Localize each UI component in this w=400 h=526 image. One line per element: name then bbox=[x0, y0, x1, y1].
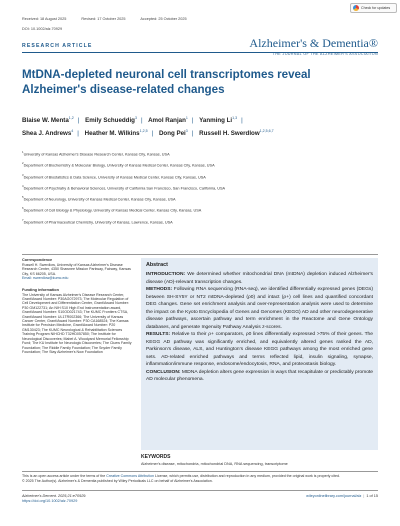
check-updates-button[interactable] bbox=[350, 3, 397, 13]
journal-subtitle: THE JOURNAL OF THE ALZHEIMER'S ASSOCIATION bbox=[272, 52, 378, 56]
funding-heading: Funding information bbox=[22, 287, 59, 292]
article-dates bbox=[22, 17, 201, 21]
abstract-results: RESULTS: Relative to their ρ+ comparators, ρ0 lines differentially expressed >75% of their genes. The KEGG AD pathway was significantly enriched, and equivalently altered genes ranked the AD, Parkinson's disease, ALS, and Huntington's disease KEGG pathways among the most enriched gene sets. AD-related enriched pathways and terms reflected lipid, insulin signaling, synapse, inflammation/immune response, endosome/endocytosis, RNA, and proteostasis biology. bbox=[146, 332, 373, 367]
article-type-label: RESEARCH ARTICLE bbox=[22, 43, 93, 49]
doi-link[interactable]: https://doi.org/10.1002/alz.70929 bbox=[22, 498, 78, 503]
affiliation-list bbox=[22, 150, 378, 229]
affiliation-item: $^3$Department of Biostatistics & Data Science, University of Kansas Medical Center, Kansas City, Kansas, USA bbox=[22, 172, 206, 179]
author-item[interactable] bbox=[22, 117, 74, 124]
author-name: Emily Schueddig bbox=[85, 117, 135, 125]
accepted-date: Accepted: 25 October 2025 bbox=[140, 17, 187, 21]
funding-text: The University of Kansas Alzheimer's Disease Research Center, Grant/Award Number: P30AG072973; The Molecular Regulation of Cell Development and Differentiation Center, Grant/Award Number: P30 GM122731; An NIH S10 High End Instrumentation award, Grant/Award Number: S10OD021743; The KUMC Frontiers CTSA, Grant/Award Number: UL1TR002366; The University of Kansas Cancer Center, Grant/Award Number: P30 CA168524; The Kansas Institute for Precision Medicine, Grant/Award Number: P20 GM130423; The KUMC Neurological & Rehabilitation Sciences Training Program NIHCHD T32HD057850; The Institute for Neurological Discoveries; Mabel A. Woodyard Memorial Fellowship Fund; The KU Institute for Neurologic Discoveries; The Cluew Family Foundation; The Riddle Family Foundation; The Snyder Family Foundation; The Stay Alzheimer's Now Foundation bbox=[22, 292, 132, 354]
license-divider bbox=[22, 471, 378, 472]
license-link[interactable]: Creative Commons Attribution bbox=[106, 474, 155, 478]
author-item[interactable] bbox=[159, 130, 188, 137]
footer-citation bbox=[22, 494, 86, 503]
correspondence-text: Russell H. Swerdlow, University of Kansas Alzheimer's Disease Research Center, 4350 Shawnee Mission Parkway, Fairway, Kansas City, KS 66205, USA. bbox=[22, 263, 131, 276]
journal-site-link[interactable]: wileyonlinelibrary.com/journal/alz bbox=[306, 494, 362, 498]
author-name: Yanming Li bbox=[199, 117, 233, 125]
affiliation-item: $^2$Department of Biochemistry & Molecular Biology, University of Kansas Medical Center, Kansas City, Kansas, USA bbox=[22, 161, 215, 168]
affiliation-item: $^5$Department of Neurology, University of Kansas Medical Center, Kansas City, Kansas, USA bbox=[22, 195, 176, 202]
section-divider bbox=[22, 254, 378, 255]
author-affil-sup: 1,2,5,6,7 bbox=[259, 129, 274, 134]
header-divider bbox=[22, 52, 378, 53]
author-name: Shea J. Andrews bbox=[22, 130, 72, 138]
revised-date: Revised: 17 October 2025 bbox=[81, 17, 126, 21]
abstract-heading: Abstract bbox=[146, 262, 168, 268]
affiliation-item: $^1$University of Kansas Alzheimer's Disease Research Center, Kansas City, Kansas, USA bbox=[22, 150, 170, 157]
journal-masthead bbox=[249, 36, 378, 56]
correspondence-heading: Correspondence bbox=[22, 258, 53, 262]
page-number: 1 of 15 bbox=[366, 494, 378, 498]
author-name: Dong Pei bbox=[158, 130, 186, 138]
keywords-heading: KEYWORDS bbox=[141, 454, 171, 460]
abstract-box bbox=[141, 258, 378, 450]
journal-title: Alzheimer's & Dementia® bbox=[249, 36, 378, 50]
abstract-intro: INTRODUCTION: We determined whether mitochondrial DNA (mtDNA) depletion induced Alzheimer's disease (AD)-relevant transcription changes. bbox=[146, 272, 373, 285]
author-name: Heather M. Wilkins bbox=[84, 130, 140, 138]
check-updates-label: Check for updates bbox=[361, 6, 391, 10]
article-title: MtDNA-depleted neuronal cell transcriptomes reveal Alzheimer's disease-related changes bbox=[22, 68, 311, 96]
affiliation-item: $^7$Department of Pharmaceutical Chemistry, University of Kansas, Lawrence, Kansas, USA bbox=[22, 217, 173, 224]
keywords-section bbox=[141, 452, 378, 466]
license-notice: This is an open access article under the terms of the Creative Commons Attribution License, which permits use, distribution and reproduction in any medium, provided the original work is properly cited. © 2025 The Author(s). Alzheimer's & Dementia published by Wiley Periodicals LLC on behalf of Alzheimer's Association. bbox=[22, 474, 378, 483]
keywords-text: Alzheimer's disease, mitochondria, mitochondrial DNA, RNA sequencing, transcriptome bbox=[141, 462, 288, 466]
author-item[interactable] bbox=[148, 117, 188, 124]
author-affil-sup: 3 bbox=[185, 129, 188, 134]
author-item[interactable] bbox=[199, 117, 237, 124]
author-affil-sup: 3 bbox=[134, 116, 137, 120]
author-affil-sup: 1,2,5 bbox=[139, 129, 148, 134]
sidebar-notes bbox=[22, 258, 134, 354]
author-affil-sup: 1,3 bbox=[232, 116, 238, 120]
author-item[interactable] bbox=[85, 117, 137, 124]
author-item[interactable] bbox=[199, 130, 274, 137]
author-name: Blaise W. Menta bbox=[22, 117, 69, 125]
received-date: Received: 18 August 2025 bbox=[22, 17, 67, 21]
author-list: Blaise W. Menta$^{1,2}$ | Emily Schueddig$^3$ | Amol Ranjan$^1$ | Yanming Li$^{1,3}$ | Shea J. Andrews$^4$ | Heather M. Wilkins$^{1,2,5}$ | Dong Pei$^3$ | Russell H. Swerdlow$^{1,2,5,6,7}$ bbox=[22, 116, 274, 138]
author-affil-sup: 1,2 bbox=[68, 116, 74, 120]
crossmark-icon bbox=[353, 5, 359, 11]
affiliation-item: $^6$Department of Cell Biology & Physiology, University of Kansas Medical Center, Kansas City, Kansas, USA bbox=[22, 206, 202, 213]
affiliation-item: $^4$Department of Psychiatry & Behavioral Sciences, University of California San Francisco, San Francisco, California, USA bbox=[22, 183, 226, 191]
author-item[interactable] bbox=[22, 130, 73, 137]
author-name: Russell H. Swerdlow bbox=[199, 130, 260, 138]
author-affil-sup: 1 bbox=[185, 116, 188, 120]
citation-text: Alzheimer's Dement. 2025;21:e70929. bbox=[22, 494, 87, 498]
abstract-conclusion: CONCLUSION: MtDNA depletion alters gene expression in ways that recapitulate or predictably promote AD molecular phenomena. bbox=[146, 369, 373, 382]
copyright-text: © 2025 The Author(s). Alzheimer's & Dementia published by Wiley Periodicals LLC on behalf of Alzheimer's Association. bbox=[22, 478, 213, 483]
article-doi[interactable]: DOI: 10.1002/alz.70929 bbox=[22, 27, 63, 31]
author-affil-sup: 4 bbox=[71, 129, 74, 134]
author-name: Amol Ranjan bbox=[148, 117, 186, 125]
correspondence-email[interactable]: Email: rswerdlow@kumc.edu bbox=[22, 276, 69, 281]
author-item[interactable] bbox=[85, 130, 148, 137]
abstract-methods: METHODS: Following RNA sequencing (RNA-seq), we identified differentially expressed genes (DEGs) between SH-SY5Y or NT2 mtDNA-depleted (ρ0) and intact (ρ+) cell lines and quantified concordant DEG changes. Gene set enrichment analysis and over-representation analysis were used to determine the impact on the Kyoto Encyclopedia of Genes and Genomes (KEGG) AD and other neurodegenerative disease pathways, ascertain pathway and term enrichment in the Reactome and Gene Ontology databases, and generate Ingenuity Pathway Analysis z-scores. bbox=[146, 287, 373, 330]
footer-right: wileyonlinelibrary.com/journal/alz | 1 of 15 bbox=[306, 494, 378, 498]
footer-divider bbox=[22, 490, 378, 491]
